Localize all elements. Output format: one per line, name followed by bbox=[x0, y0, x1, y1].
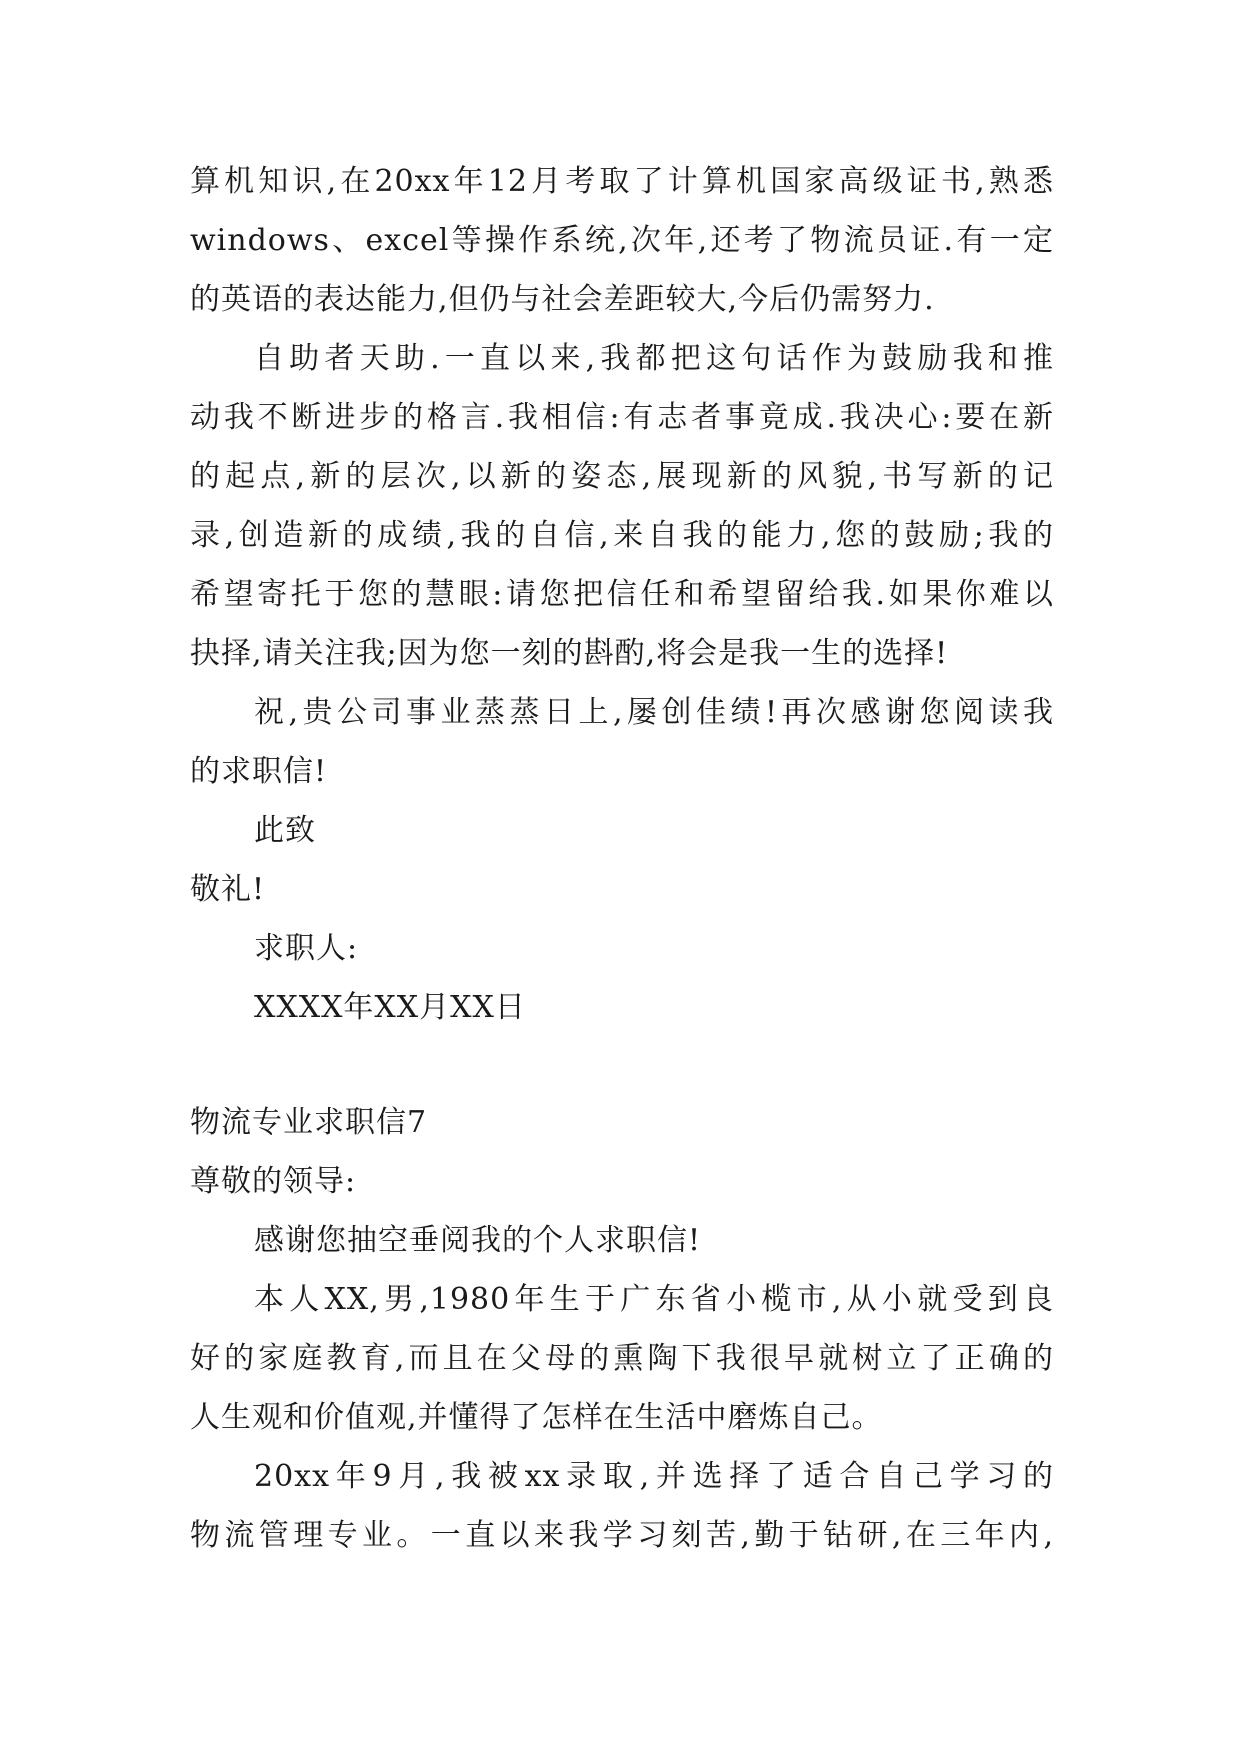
body-text-line: 自助者天助.一直以来,我都把这句话作为鼓励我和推 bbox=[254, 341, 1054, 376]
body-text-line: 祝,贵公司事业蒸蒸日上,屡创佳绩!再次感谢您阅读我 bbox=[254, 695, 1054, 730]
body-text-line: 录,创造新的成绩,我的自信,来自我的能力,您的鼓励;我的 bbox=[190, 518, 1054, 553]
letter-greeting: 尊敬的领导: bbox=[190, 1164, 357, 1199]
letter-closing: 此致 bbox=[254, 813, 316, 848]
body-text-line: 20xx年9月,我被xx录取,并选择了适合自己学习的 bbox=[254, 1459, 1054, 1494]
body-text-line: 算机知识,在20xx年12月考取了计算机国家高级证书,熟悉 bbox=[190, 164, 1054, 199]
letter-signature: 求职人: bbox=[254, 931, 359, 966]
body-text-line: 的求职信! bbox=[190, 754, 328, 789]
body-text-line: 物流管理专业。一直以来我学习刻苦,勤于钻研,在三年内, bbox=[190, 1518, 1054, 1553]
body-text-line: windows、excel等操作系统,次年,还考了物流员证.有一定 bbox=[190, 223, 1054, 258]
section-title: 物流专业求职信7 bbox=[190, 1105, 428, 1140]
body-text-line: 好的家庭教育,而且在父母的熏陶下我很早就树立了正确的 bbox=[190, 1341, 1054, 1376]
body-text-line: 的起点,新的层次,以新的姿态,展现新的风貌,书写新的记 bbox=[190, 459, 1054, 494]
body-text-line: 抉择,请关注我;因为您一刻的斟酌,将会是我一生的选择! bbox=[190, 636, 949, 671]
letter-date: XXXX年XX月XX日 bbox=[254, 990, 526, 1025]
body-text-line: 动我不断进步的格言.我相信:有志者事竟成.我决心:要在新 bbox=[190, 400, 1054, 435]
body-text-line: 希望寄托于您的慧眼:请您把信任和希望留给我.如果你难以 bbox=[190, 577, 1054, 612]
letter-salute: 敬礼! bbox=[190, 872, 266, 907]
body-text-line: 人生观和价值观,并懂得了怎样在生活中磨炼自己。 bbox=[190, 1400, 883, 1435]
body-text-line: 感谢您抽空垂阅我的个人求职信! bbox=[254, 1223, 702, 1258]
body-text-line: 的英语的表达能力,但仍与社会差距较大,今后仍需努力. bbox=[190, 282, 935, 317]
body-text-line: 本人XX,男,1980年生于广东省小榄市,从小就受到良 bbox=[254, 1282, 1054, 1317]
